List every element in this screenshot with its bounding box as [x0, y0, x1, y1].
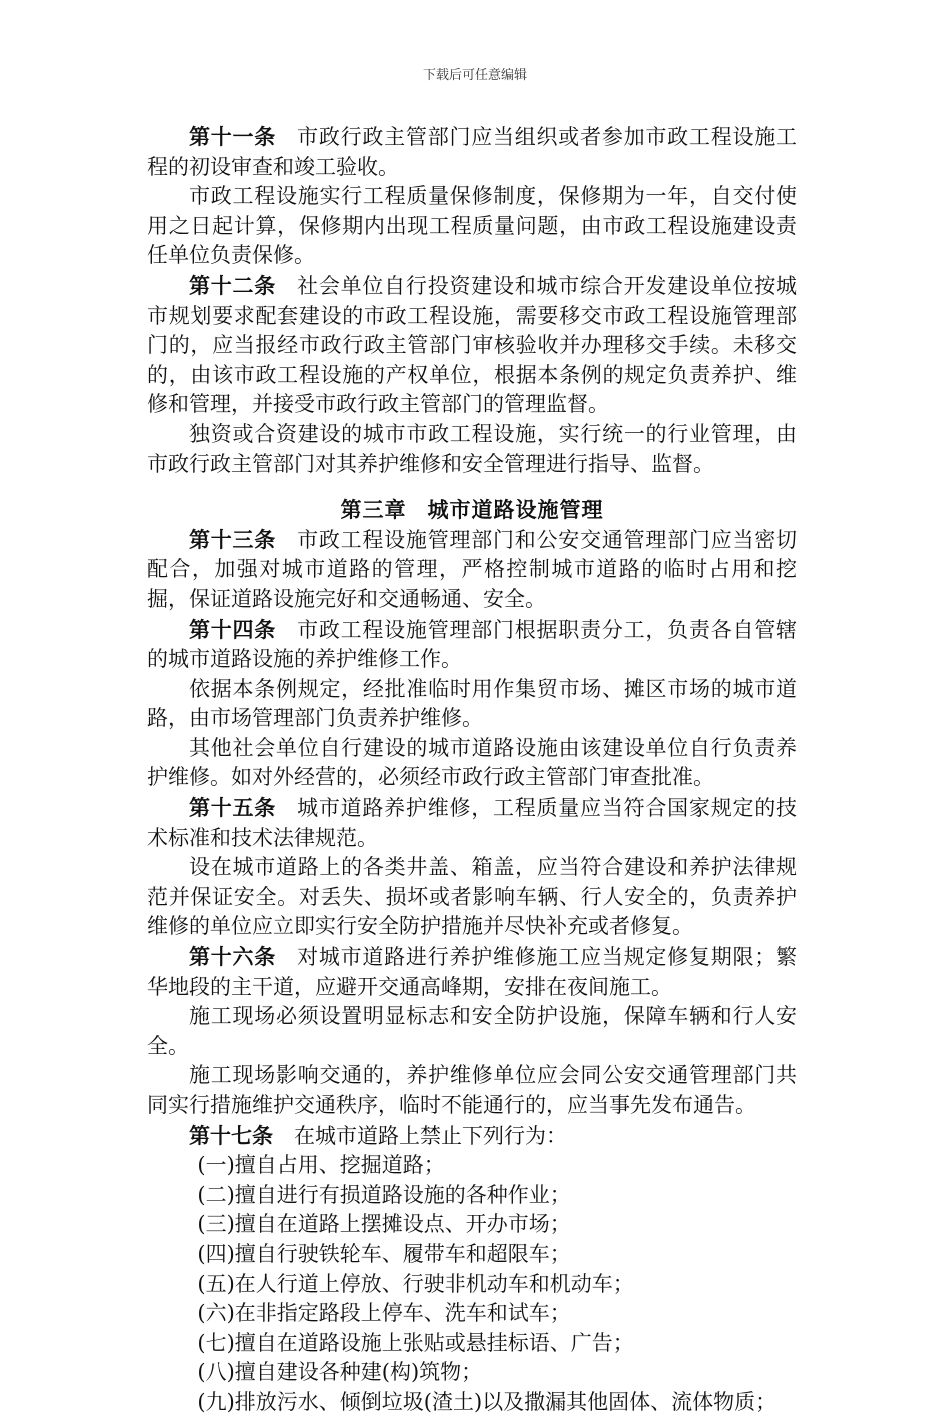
article-15 [147, 793, 797, 853]
list-item: (九)排放污水、倾倒垃圾(渣土)以及撒漏其他固体、流体物质； [197, 1389, 777, 1414]
article-text: 在城市道路上禁止下列行为： [294, 1123, 567, 1148]
page-header-note: 下载后可任意编辑 [422, 68, 527, 83]
article-11 [147, 122, 797, 182]
article-text: 市政行政主管部门应当组织或者参加市政工程设施工程的初设审查和竣工验收。 [147, 125, 797, 179]
list-item: (一)擅自占用、挖掘道路； [197, 1153, 445, 1178]
article-number: 第十二条 [189, 272, 277, 298]
list-item: (七)擅自在道路设施上张贴或悬挂标语、广告； [197, 1330, 634, 1355]
article-number: 第十七条 [189, 1122, 273, 1148]
article-number: 第十三条 [189, 526, 277, 552]
article-number: 第十六条 [189, 944, 277, 970]
article-17 [147, 1121, 797, 1152]
article-14-paragraph-2: 依据本条例规定，经批准临时用作集贸市场、摊区市场的城市道路，由市场管理部门负责养护维修。 [147, 676, 797, 731]
chapter-heading [147, 495, 797, 525]
list-item: (五)在人行道上停放、行驶非机动车和机动车； [197, 1271, 634, 1296]
chapter-title: 城市道路设施管理 [427, 497, 604, 523]
article-13 [147, 525, 797, 615]
chapter-number: 第三章 [340, 497, 407, 523]
article-text: 城市道路养护维修，工程质量应当符合国家规定的技术标准和技术法律规范。 [147, 796, 797, 850]
article-text: 社会单位自行投资建设和城市综合开发建设单位按城市规划要求配套建设的市政工程设施，需要移交市政工程设施管理部门的，应当报经市政行政主管部门审核验收并办理移交手续。未移交的，由该市政工程设施的产权单位，根据本条例的规定负责养护、维修和管理，并接受市政行政主管部门的管理监督。 [147, 273, 797, 417]
article-text: 对城市道路进行养护维修施工应当规定修复期限；繁华地段的主干道，应避开交通高峰期，安排在夜间施工。 [147, 945, 797, 999]
article-number: 第十五条 [189, 795, 277, 821]
article-12-paragraph-2: 独资或合资建设的城市市政工程设施，实行统一的行业管理，由市政行政主管部门对其养护维修和安全管理进行指导、监督。 [147, 421, 797, 476]
article-15-paragraph-2: 设在城市道路上的各类井盖、箱盖，应当符合建设和养护法律规范并保证安全。对丢失、损坏或者影响车辆、行人安全的，负责养护维修的单位应立即实行安全防护措施并尽快补充或者修复。 [147, 855, 797, 939]
list-item: (八)擅自建设各种建(构)筑物； [197, 1360, 483, 1385]
list-item: (二)擅自进行有损道路设施的各种作业； [197, 1182, 571, 1207]
article-11-paragraph-2: 市政工程设施实行工程质量保修制度，保修期为一年，自交付使用之日起计算，保修期内出现工程质量问题，由市政工程设施建设责任单位负责保修。 [147, 184, 797, 268]
article-text: 市政工程设施管理部门和公安交通管理部门应当密切配合，加强对城市道路的管理，严格控制城市道路的临时占用和挖掘，保证道路设施完好和交通畅通、安全。 [147, 527, 797, 611]
article-number: 第十一条 [189, 124, 277, 149]
article-16-paragraph-3: 施工现场影响交通的，养护维修单位应会同公安交通管理部门共同实行措施维护交通秩序，临时不能通行的，应当事先发布通告。 [147, 1063, 797, 1117]
article-14 [147, 615, 797, 675]
list-item: (四)擅自行驶铁轮车、履带车和超限车； [197, 1241, 571, 1266]
list-item: (三)擅自在道路上摆摊设点、开办市场； [197, 1212, 571, 1237]
article-16-paragraph-2: 施工现场必须设置明显标志和安全防护设施，保障车辆和行人安全。 [147, 1004, 797, 1058]
document-body [147, 122, 797, 1418]
article-16 [147, 942, 797, 1002]
article-12 [147, 271, 797, 420]
list-item: (六)在非指定路段上停车、洗车和试车； [197, 1301, 571, 1326]
article-14-paragraph-3: 其他社会单位自行建设的城市道路设施由该建设单位自行负责养护维修。如对外经营的，必须经市政行政主管部门审查批准。 [147, 735, 797, 790]
article-text: 市政工程设施管理部门根据职责分工，负责各自管辖的城市道路设施的养护维修工作。 [147, 617, 797, 672]
article-number: 第十四条 [189, 616, 277, 642]
